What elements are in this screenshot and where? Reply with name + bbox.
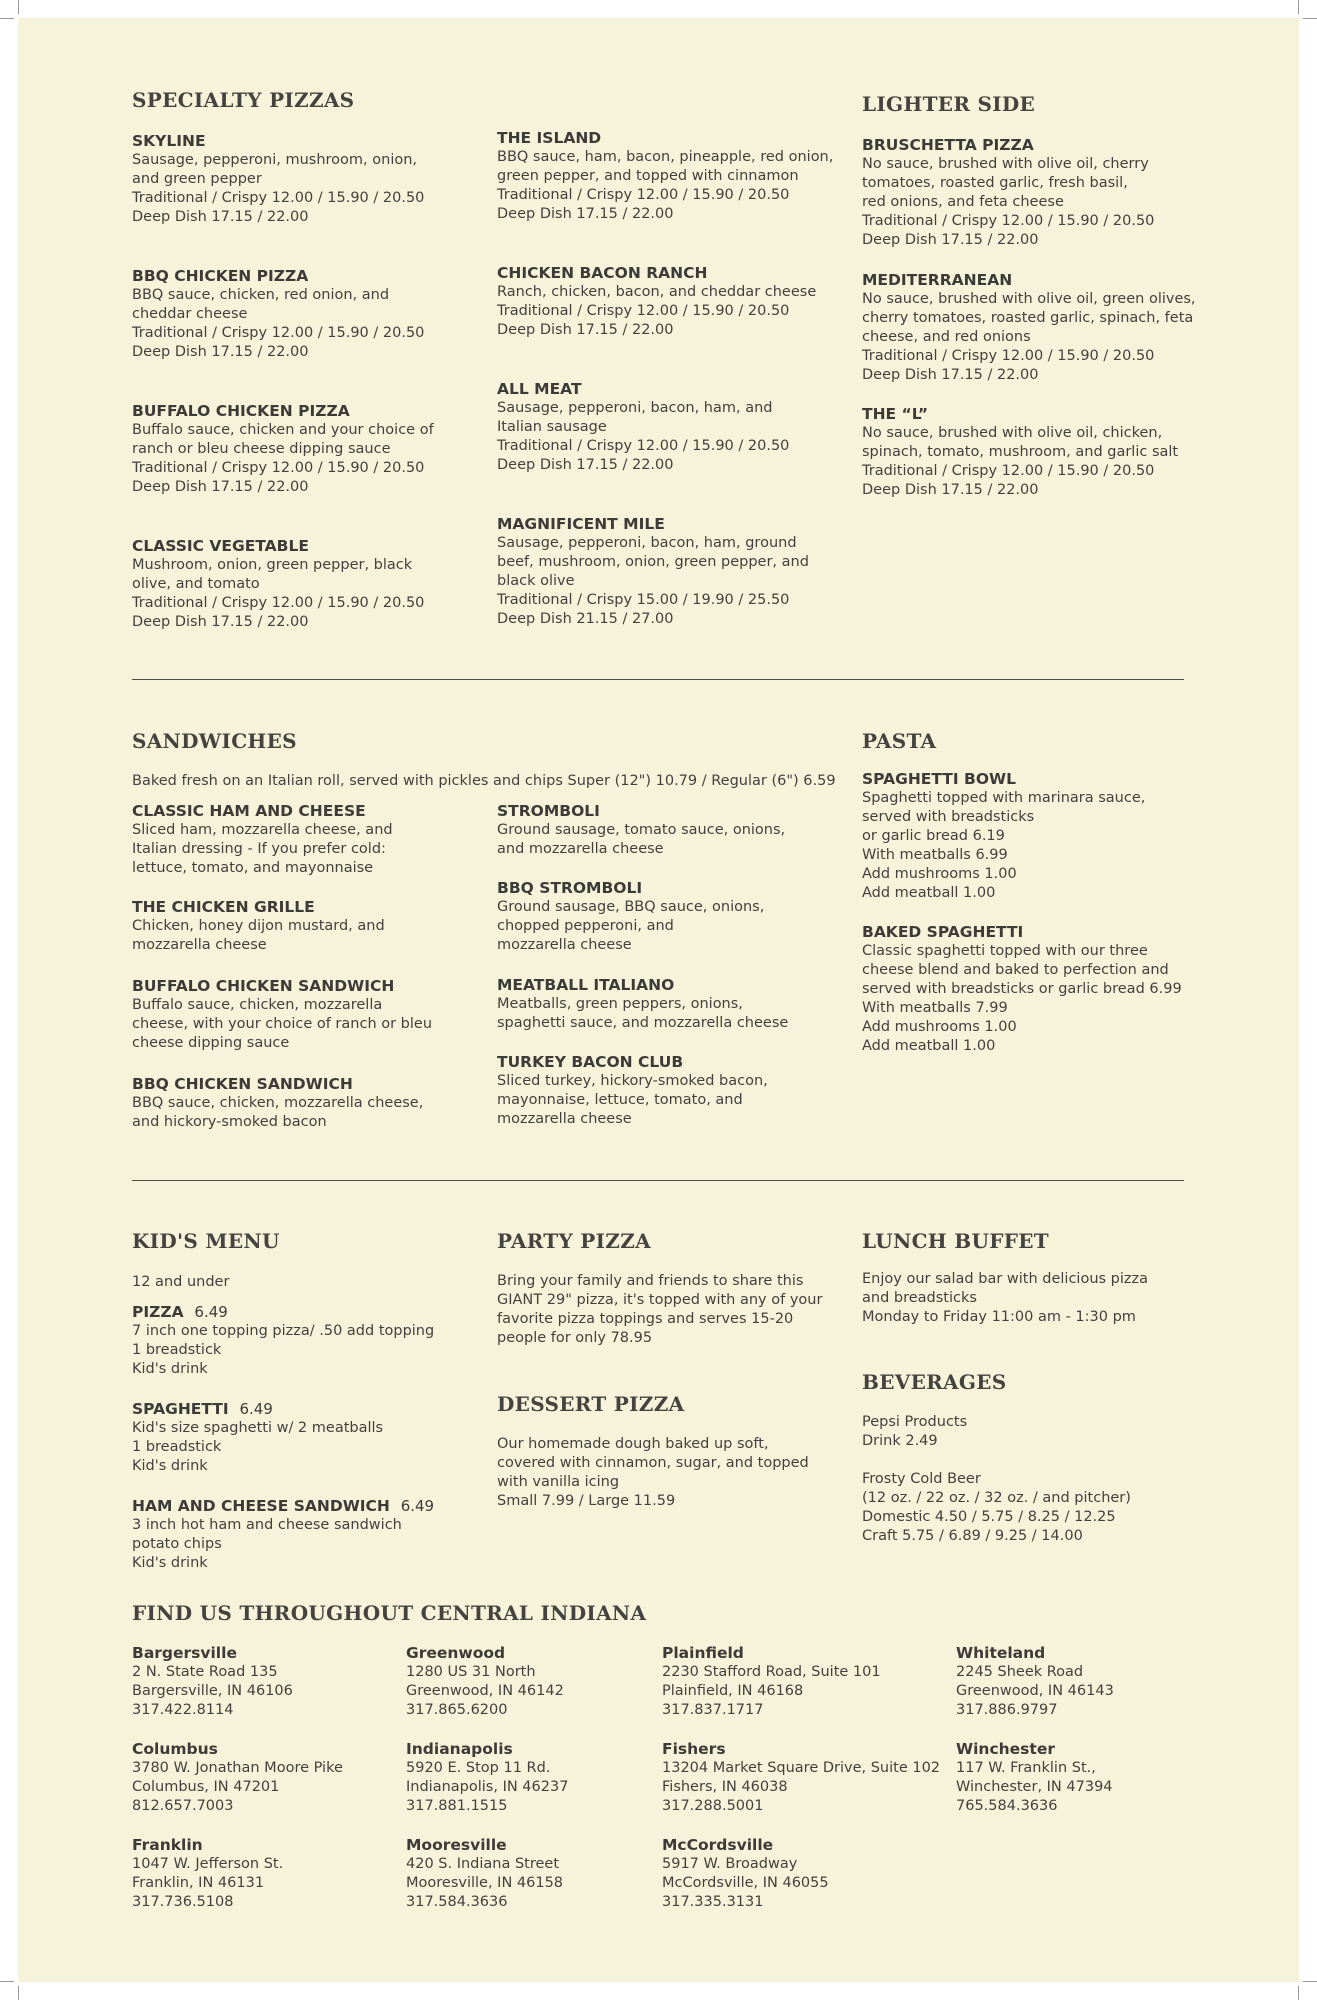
section-title-party-pizza: PARTY PIZZA [497,1229,651,1253]
location-name: Whiteland [956,1644,1046,1662]
item-price: Craft 5.75 / 6.89 / 9.25 / 14.00 [862,1528,1083,1544]
party-pizza-description [497,1272,822,1348]
location-name: Greenwood [406,1644,506,1662]
location-phone: 317.335.3131 [662,1894,764,1910]
menu-item-bbq-chicken-sandwich [132,1075,423,1132]
location-name: Mooresville [406,1836,507,1854]
item-desc: and mozzarella cheese [497,841,664,857]
item-desc: mozzarella cheese [497,937,632,953]
location-columbus [132,1740,343,1816]
item-desc: olive, and tomato [132,576,260,592]
kids-intro: 12 and under [132,1274,230,1290]
location-address: 1047 W. Jefferson St. [132,1856,284,1872]
item-price: Traditional / Crispy 12.00 / 15.90 / 20.50 [862,348,1155,364]
location-phone: 317.886.9797 [956,1702,1058,1718]
item-price: Deep Dish 17.15 / 22.00 [497,322,674,338]
item-price: Deep Dish 17.15 / 22.00 [862,232,1039,248]
location-address: 2 N. State Road 135 [132,1664,278,1680]
menu-item-kids-spaghetti [132,1400,383,1476]
item-desc: Sausage, pepperoni, mushroom, onion, [132,152,418,168]
item-desc: BBQ sauce, chicken, red onion, and [132,287,390,303]
item-price: Deep Dish 17.15 / 22.00 [497,457,674,473]
location-plainfield [662,1644,881,1720]
item-price: Traditional / Crispy 12.00 / 15.90 / 20.50 [497,438,790,454]
item-desc: Buffalo sauce, chicken and your choice of [132,422,434,438]
item-title: HAM AND CHEESE SANDWICH [132,1497,390,1515]
menu-item-all-meat [497,380,789,475]
item-title: SPAGHETTI [132,1400,229,1418]
item-name: BUFFALO CHICKEN SANDWICH [132,977,395,995]
item-name: BBQ CHICKEN PIZZA [132,267,309,285]
item-name: STROMBOLI [497,802,600,820]
item-desc: spaghetti sauce, and mozzarella cheese [497,1015,789,1031]
item-price: Small 7.99 / Large 11.59 [497,1493,676,1509]
location-city: Indianapolis, IN 46237 [406,1779,569,1795]
item-desc: covered with cinnamon, sugar, and topped [497,1455,809,1471]
lunch-buffet-description [862,1270,1148,1327]
item-price: Deep Dish 17.15 / 22.00 [862,482,1039,498]
item-desc: Classic spaghetti topped with our three [862,943,1148,959]
item-desc: Sausage, pepperoni, bacon, ham, and [497,400,773,416]
item-desc: cheddar cheese [132,306,248,322]
crop-mark [1298,1986,1299,2000]
item-price: Domestic 4.50 / 5.75 / 8.25 / 12.25 [862,1509,1116,1525]
crop-mark [1303,18,1317,19]
menu-item-stromboli [497,802,785,859]
item-price: Deep Dish 17.15 / 22.00 [132,614,309,630]
item-desc: beef, mushroom, onion, green pepper, and [497,554,809,570]
item-name: CLASSIC VEGETABLE [132,537,309,555]
item-desc: Ranch, chicken, bacon, and cheddar cheese [497,284,817,300]
item-desc: potato chips [132,1536,222,1552]
item-desc: and breadsticks [862,1290,977,1306]
item-name [132,1303,434,1322]
location-address: 2245 Sheek Road [956,1664,1084,1680]
location-mccordsville [662,1836,829,1912]
item-price: Deep Dish 17.15 / 22.00 [132,209,309,225]
item-desc: mozzarella cheese [497,1111,632,1127]
item-desc: Sliced turkey, hickory-smoked bacon, [497,1073,768,1089]
item-name: CHICKEN BACON RANCH [497,264,708,282]
item-desc: (12 oz. / 22 oz. / 32 oz. / and pitcher) [862,1490,1131,1506]
item-desc: and hickory-smoked bacon [132,1114,327,1130]
item-desc: BBQ sauce, ham, bacon, pineapple, red onion, [497,149,834,165]
item-desc: No sauce, brushed with olive oil, cherry [862,156,1149,172]
item-price: 6.49 [400,1497,435,1515]
item-desc: Italian sausage [497,419,607,435]
location-bargersville [132,1644,293,1720]
item-desc: Sausage, pepperoni, bacon, ham, ground [497,535,797,551]
item-desc: Bring your family and friends to share this [497,1273,804,1289]
section-title-dessert-pizza: DESSERT PIZZA [497,1392,685,1416]
menu-item-bbq-stromboli [497,879,764,955]
item-desc: mayonnaise, lettuce, tomato, and [497,1092,743,1108]
crop-mark [0,18,14,19]
item-price: Deep Dish 17.15 / 22.00 [132,479,309,495]
section-title-locations: FIND US THROUGHOUT CENTRAL INDIANA [132,1601,647,1625]
section-divider [132,679,1184,680]
item-desc: lettuce, tomato, and mayonnaise [132,860,374,876]
location-name: Bargersville [132,1644,237,1662]
item-price: Traditional / Crispy 12.00 / 15.90 / 20.50 [497,303,790,319]
location-phone: 317.881.1515 [406,1798,508,1814]
item-desc: mozzarella cheese [132,937,267,953]
location-address: 2230 Stafford Road, Suite 101 [662,1664,881,1680]
item-title: PIZZA [132,1303,184,1321]
item-name: THE ISLAND [497,129,602,147]
item-desc: Italian dressing - If you prefer cold: [132,841,386,857]
item-price: Traditional / Crispy 12.00 / 15.90 / 20.50 [132,325,425,341]
location-indianapolis [406,1740,568,1816]
item-price: served with breadsticks or garlic bread 6.99 [862,981,1182,997]
menu-item-skyline [132,132,424,227]
item-name: THE CHICKEN GRILLE [132,898,315,916]
item-name: BAKED SPAGHETTI [862,923,1024,941]
section-title-lighter-side: LIGHTER SIDE [862,92,1036,116]
item-price: or garlic bread 6.19 [862,828,1005,844]
menu-item-mediterranean [862,271,1196,385]
item-desc: Kid's drink [132,1555,208,1571]
location-greenwood [406,1644,564,1720]
crop-mark [0,1981,14,1982]
location-phone: 765.584.3636 [956,1798,1058,1814]
item-name [132,1497,434,1516]
location-address: 1280 US 31 North [406,1664,536,1680]
item-price: Traditional / Crispy 15.00 / 19.90 / 25.50 [497,592,790,608]
item-desc: 3 inch hot ham and cheese sandwich [132,1517,402,1533]
item-desc: chopped pepperoni, and [497,918,674,934]
item-price: Traditional / Crispy 12.00 / 15.90 / 20.50 [132,190,425,206]
item-desc: Ground sausage, tomato sauce, onions, [497,822,786,838]
item-price: Traditional / Crispy 12.00 / 15.90 / 20.50 [132,460,425,476]
location-phone: 812.657.7003 [132,1798,234,1814]
menu-item-baked-spaghetti [862,923,1182,1056]
section-title-pasta: PASTA [862,729,937,753]
location-whiteland [956,1644,1114,1720]
location-city: Mooresville, IN 46158 [406,1875,564,1891]
item-desc: black olive [497,573,575,589]
item-desc: Meatballs, green peppers, onions, [497,996,743,1012]
item-price: Traditional / Crispy 12.00 / 15.90 / 20.50 [862,463,1155,479]
item-name: TURKEY BACON CLUB [497,1053,684,1071]
location-franklin [132,1836,283,1912]
item-desc: Sliced ham, mozzarella cheese, and [132,822,393,838]
menu-item-buffalo-chicken-sandwich [132,977,432,1053]
section-divider [132,1180,1184,1181]
item-desc: Our homemade dough baked up soft, [497,1436,769,1452]
item-price: Deep Dish 17.15 / 22.00 [497,206,674,222]
item-name: MAGNIFICENT MILE [497,515,665,533]
crop-mark [1298,0,1299,14]
item-name: CLASSIC HAM AND CHEESE [132,802,366,820]
item-price: 6.49 [194,1303,228,1321]
menu-item-meatball-italiano [497,976,788,1033]
item-desc: cherry tomatoes, roasted garlic, spinach, feta [862,310,1194,326]
item-desc: spinach, tomato, mushroom, and garlic salt [862,444,1179,460]
section-title-lunch-buffet: LUNCH BUFFET [862,1229,1049,1253]
location-city: Winchester, IN 47394 [956,1779,1113,1795]
item-name: BUFFALO CHICKEN PIZZA [132,402,350,420]
item-desc: No sauce, brushed with olive oil, chicken, [862,425,1163,441]
location-name: Franklin [132,1836,203,1854]
item-desc: red onions, and feta cheese [862,194,1064,210]
item-price: With meatballs 7.99 [862,1000,1008,1016]
item-price: Deep Dish 17.15 / 22.00 [862,367,1039,383]
item-desc: Buffalo sauce, chicken, mozzarella [132,997,383,1013]
location-phone: 317.288.5001 [662,1798,764,1814]
location-phone: 317.422.8114 [132,1702,234,1718]
item-price: Traditional / Crispy 12.00 / 15.90 / 20.50 [497,187,790,203]
menu-item-bbq-chicken-pizza [132,267,424,362]
item-desc: BBQ sauce, chicken, mozzarella cheese, [132,1095,424,1111]
item-desc: Mushroom, onion, green pepper, black [132,557,413,573]
location-fishers [662,1740,940,1816]
location-name: Columbus [132,1740,218,1758]
item-desc: Kid's drink [132,1361,208,1377]
item-desc: 1 breadstick [132,1439,222,1455]
item-name: BBQ STROMBOLI [497,879,643,897]
item-price: With meatballs 6.99 [862,847,1008,863]
menu-item-the-l [862,405,1178,500]
menu-item-kids-ham-and-cheese [132,1497,434,1573]
menu-item-chicken-bacon-ranch [497,264,816,340]
menu-item-buffalo-chicken-pizza [132,402,434,497]
item-price: Deep Dish 17.15 / 22.00 [132,344,309,360]
item-desc: No sauce, brushed with olive oil, green olives, [862,291,1196,307]
beverages-soft-drinks [862,1413,967,1451]
location-name: Winchester [956,1740,1055,1758]
dessert-pizza-description [497,1435,809,1511]
menu-item-kids-pizza [132,1303,434,1379]
location-city: Greenwood, IN 46142 [406,1683,564,1699]
item-name: MEATBALL ITALIANO [497,976,675,994]
item-desc: Ground sausage, BBQ sauce, onions, [497,899,765,915]
item-name: ALL MEAT [497,380,582,398]
item-price: Traditional / Crispy 12.00 / 15.90 / 20.50 [862,213,1155,229]
item-desc: Frosty Cold Beer [862,1471,981,1487]
beverages-beer [862,1470,1131,1546]
location-city: Bargersville, IN 46106 [132,1683,293,1699]
location-name: McCordsville [662,1836,774,1854]
item-name: SPAGHETTI BOWL [862,770,1017,788]
crop-mark [18,1986,19,2000]
menu-item-bruschetta-pizza [862,136,1154,250]
item-hours: Monday to Friday 11:00 am - 1:30 pm [862,1309,1136,1325]
location-address: 3780 W. Jonathan Moore Pike [132,1760,343,1776]
item-name [132,1400,383,1419]
location-city: Columbus, IN 47201 [132,1779,280,1795]
sandwiches-intro: Baked fresh on an Italian roll, served with pickles and chips Super (12") 10.79 / Regular (6") 6.59 [132,773,836,789]
item-desc: Chicken, honey dijon mustard, and [132,918,385,934]
location-city: Fishers, IN 46038 [662,1779,788,1795]
item-desc: Pepsi Products [862,1414,968,1430]
item-desc: favorite pizza toppings and serves 15-20 [497,1311,794,1327]
item-name: BRUSCHETTA PIZZA [862,136,1034,154]
menu-item-classic-vegetable [132,537,424,632]
item-desc: with vanilla icing [497,1474,620,1490]
item-name: THE “L” [862,405,929,423]
location-name: Fishers [662,1740,726,1758]
location-name: Plainfield [662,1644,744,1662]
item-price: people for only 78.95 [497,1330,653,1346]
item-price: Add meatball 1.00 [862,885,996,901]
location-phone: 317.837.1717 [662,1702,764,1718]
item-desc: cheese, and red onions [862,329,1031,345]
item-desc: Enjoy our salad bar with delicious pizza [862,1271,1149,1287]
section-title-beverages: BEVERAGES [862,1370,1007,1394]
location-city: Greenwood, IN 46143 [956,1683,1114,1699]
item-desc: Spaghetti topped with marinara sauce, [862,790,1146,806]
location-address: 13204 Market Square Drive, Suite 102 [662,1760,941,1776]
item-price: Drink 2.49 [862,1433,938,1449]
item-desc: 1 breadstick [132,1342,222,1358]
item-name: BBQ CHICKEN SANDWICH [132,1075,353,1093]
item-desc: cheese dipping sauce [132,1035,290,1051]
location-address: 117 W. Franklin St., [956,1760,1096,1776]
menu-item-the-island [497,129,833,224]
location-city: McCordsville, IN 46055 [662,1875,829,1891]
item-desc: served with breadsticks [862,809,1035,825]
menu-item-spaghetti-bowl [862,770,1145,903]
section-title-sandwiches: SANDWICHES [132,729,297,753]
location-phone: 317.584.3636 [406,1894,508,1910]
section-title-kids-menu: KID'S MENU [132,1229,280,1253]
item-desc: Kid's drink [132,1458,208,1474]
item-desc: and green pepper [132,171,262,187]
crop-mark [18,0,19,14]
item-price: Add mushrooms 1.00 [862,1019,1017,1035]
item-price: Traditional / Crispy 12.00 / 15.90 / 20.50 [132,595,425,611]
location-address: 420 S. Indiana Street [406,1856,560,1872]
item-name: MEDITERRANEAN [862,271,1013,289]
location-phone: 317.865.6200 [406,1702,508,1718]
item-desc: ranch or bleu cheese dipping sauce [132,441,391,457]
location-name: Indianapolis [406,1740,513,1758]
location-phone: 317.736.5108 [132,1894,234,1910]
item-name: SKYLINE [132,132,206,150]
menu-item-classic-ham-and-cheese [132,802,393,878]
menu-item-turkey-bacon-club [497,1053,768,1129]
location-address: 5920 E. Stop 11 Rd. [406,1760,551,1776]
item-price: Deep Dish 21.15 / 27.00 [497,611,674,627]
location-city: Franklin, IN 46131 [132,1875,265,1891]
location-winchester [956,1740,1113,1816]
item-desc: cheese blend and baked to perfection and [862,962,1169,978]
menu-item-magnificent-mile [497,515,809,629]
item-desc: tomatoes, roasted garlic, fresh basil, [862,175,1128,191]
item-price: Add meatball 1.00 [862,1038,996,1054]
item-desc: 7 inch one topping pizza/ .50 add topping [132,1323,435,1339]
item-desc: cheese, with your choice of ranch or bleu [132,1016,433,1032]
location-address: 5917 W. Broadway [662,1856,798,1872]
menu-item-the-chicken-grille [132,898,385,955]
section-title-specialty-pizzas: SPECIALTY PIZZAS [132,88,355,112]
item-price: 6.49 [239,1400,273,1418]
location-city: Plainfield, IN 46168 [662,1683,804,1699]
location-mooresville [406,1836,563,1912]
item-price: Add mushrooms 1.00 [862,866,1017,882]
item-desc: GIANT 29" pizza, it's topped with any of your [497,1292,823,1308]
item-desc: green pepper, and topped with cinnamon [497,168,799,184]
item-desc: Kid's size spaghetti w/ 2 meatballs [132,1420,384,1436]
crop-mark [1303,1981,1317,1982]
